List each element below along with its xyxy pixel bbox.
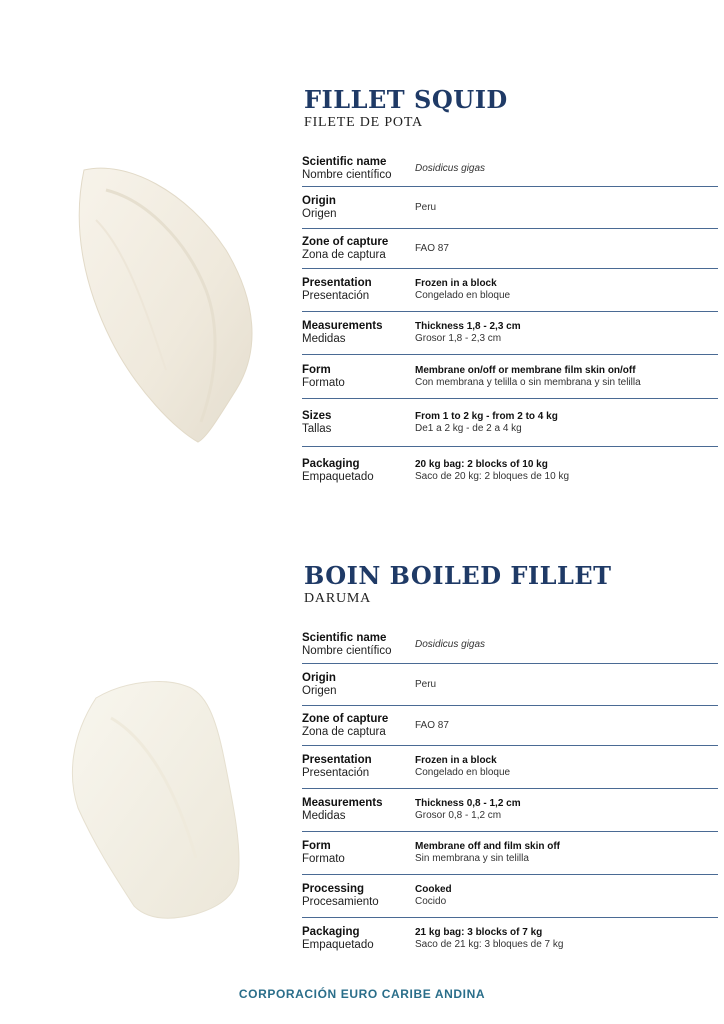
- value-es: Congelado en bloque: [415, 290, 511, 301]
- label-en: Scientific name: [302, 155, 387, 168]
- value-es: Sin membrana y sin telilla: [415, 853, 529, 864]
- spec-table: [302, 151, 718, 495]
- spec-row-zone: [302, 229, 718, 269]
- value: Peru: [415, 678, 437, 690]
- spec-row-packaging: [302, 918, 718, 960]
- label-es: Empaquetado: [302, 471, 374, 483]
- value-en: 20 kg bag: 2 blocks of 10 kg: [415, 459, 548, 470]
- label-es: Formato: [302, 376, 345, 389]
- spec-row-origin: [302, 187, 718, 229]
- value-es: Con membrana y telilla o sin membrana y sin telilla: [415, 376, 641, 388]
- label-es: Presentación: [302, 767, 370, 779]
- spec-row-zone: [302, 706, 718, 746]
- value: Dosidicus gigas: [415, 639, 486, 650]
- label-en: Processing: [302, 883, 364, 895]
- value-es: Saco de 20 kg: 2 bloques de 10 kg: [415, 471, 570, 482]
- label-es: Procesamiento: [302, 896, 379, 908]
- label-en: Form: [302, 840, 331, 852]
- product-title: FILLET SQUID: [304, 85, 508, 114]
- label-es: Nombre científico: [302, 168, 392, 181]
- value-en: From 1 to 2 kg - from 2 to 4 kg: [415, 410, 558, 422]
- spec-row-measurements: [302, 312, 718, 355]
- spec-row-form: [302, 355, 718, 399]
- label-en: Origin: [302, 194, 336, 207]
- value-en: Thickness 0,8 - 1,2 cm: [415, 798, 521, 809]
- value: Peru: [415, 201, 437, 213]
- label-es: Origen: [302, 684, 337, 697]
- product-title: BOIN BOILED FILLET: [304, 561, 612, 590]
- spec-row-scientific-name: [302, 627, 718, 664]
- label-es: Formato: [302, 853, 345, 865]
- value-en: Thickness 1,8 - 2,3 cm: [415, 321, 521, 332]
- value-es: Grosor 1,8 - 2,3 cm: [415, 333, 502, 344]
- label-es: Medidas: [302, 810, 346, 822]
- label-en: Sizes: [302, 409, 332, 422]
- squid-fillet-photo: [66, 160, 266, 445]
- label-es: Medidas: [302, 333, 346, 345]
- label-en: Scientific name: [302, 632, 387, 644]
- label-en: Presentation: [302, 754, 372, 766]
- value-en: Frozen in a block: [415, 278, 497, 289]
- value-es: Cocido: [415, 896, 447, 907]
- value-es: Grosor 0,8 - 1,2 cm: [415, 810, 502, 821]
- label-es: Nombre científico: [302, 645, 392, 657]
- spec-row-sizes: [302, 399, 718, 447]
- value: Dosidicus gigas: [415, 162, 486, 174]
- value-es: Saco de 21 kg: 3 bloques de 7 kg: [415, 939, 564, 950]
- value: FAO 87: [415, 719, 449, 731]
- spec-row-origin: [302, 664, 718, 706]
- value-en: Membrane off and film skin off: [415, 841, 561, 852]
- label-en: Measurements: [302, 797, 383, 809]
- spec-row-presentation: [302, 746, 718, 789]
- label-es: Empaquetado: [302, 939, 374, 951]
- spec-row-presentation: [302, 269, 718, 312]
- label-en: Measurements: [302, 320, 383, 332]
- label-es: Tallas: [302, 422, 332, 435]
- product-subtitle: FILETE DE POTA: [304, 115, 423, 130]
- value-en: Frozen in a block: [415, 755, 497, 766]
- label-es: Zona de captura: [302, 725, 386, 738]
- value-es: Congelado en bloque: [415, 767, 511, 778]
- spec-row-processing: [302, 875, 718, 918]
- value: FAO 87: [415, 242, 449, 254]
- label-es: Origen: [302, 207, 337, 220]
- company-footer: CORPORACIÓN EURO CARIBE ANDINA: [238, 987, 486, 1001]
- label-es: Zona de captura: [302, 248, 386, 261]
- daruma-fillet-photo: [66, 678, 246, 923]
- label-en: Form: [302, 363, 331, 376]
- spec-row-measurements: [302, 789, 718, 832]
- label-en: Zone of capture: [302, 712, 389, 725]
- spec-row-packaging: [302, 447, 718, 495]
- spec-table: [302, 627, 718, 960]
- value-en: Membrane on/off or membrane film skin on/off: [415, 364, 636, 376]
- value-en: 21 kg bag: 3 blocks of 7 kg: [415, 927, 543, 938]
- label-es: Presentación: [302, 290, 370, 302]
- label-en: Zone of capture: [302, 235, 389, 248]
- spec-row-scientific-name: [302, 151, 718, 187]
- value-es: De1 a 2 kg - de 2 a 4 kg: [415, 422, 522, 434]
- label-en: Packaging: [302, 926, 360, 938]
- value-en: Cooked: [415, 884, 452, 895]
- label-en: Packaging: [302, 458, 360, 470]
- product-subtitle: DARUMA: [304, 591, 372, 606]
- label-en: Presentation: [302, 277, 372, 289]
- label-en: Origin: [302, 671, 336, 684]
- spec-row-form: [302, 832, 718, 875]
